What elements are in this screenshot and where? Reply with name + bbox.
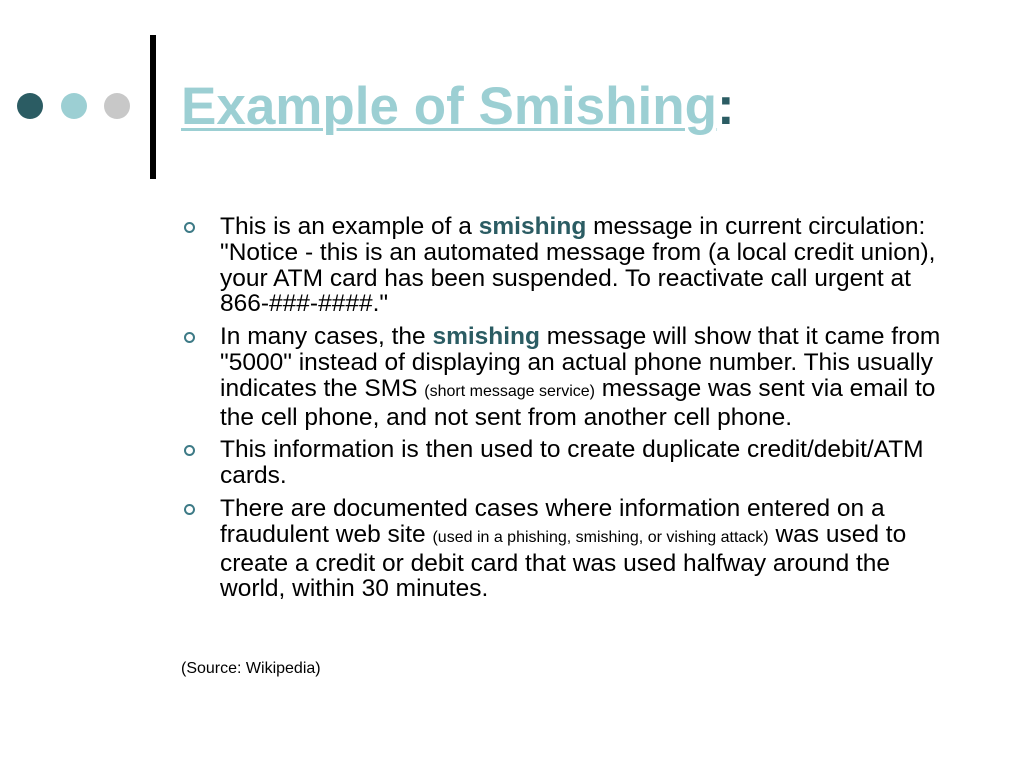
- bullet-text-post: message in current circulation: "Notice - this is an automated message from (a local credit union), your ATM card has been suspended. To reactivate call urgent at 866-###-####.": [220, 213, 936, 318]
- bullet-highlight: smishing: [432, 323, 540, 351]
- ring-bullet-icon: [184, 445, 195, 456]
- decor-dot-dark: [17, 93, 43, 119]
- bullet-text-small: (used in a phishing, smishing, or vishing attack): [432, 528, 769, 546]
- slide-title-colon: :: [717, 77, 735, 136]
- ring-bullet-icon: [184, 504, 195, 515]
- ring-bullet-icon: [184, 332, 195, 343]
- bullet-item: [184, 437, 954, 489]
- slide-title: [181, 74, 735, 140]
- slide-title-text: Example of Smishing: [181, 77, 718, 136]
- bullet-text-small: (short message service): [424, 382, 595, 400]
- title-divider-bar: [150, 35, 156, 179]
- decor-dot-gray: [104, 93, 130, 119]
- ring-bullet-icon: [184, 222, 195, 233]
- bullet-text: This information is then used to create duplicate credit/debit/ATM cards.: [220, 436, 924, 490]
- bullet-text-pre: This is an example of a: [220, 213, 479, 240]
- bullet-text-post2: message was sent via email to the cell phone, and not sent from another cell phone.: [220, 374, 936, 431]
- bullet-text-post: message will show that it came from "5000" instead of displaying an actual phone number. This usually indicates the SMS: [220, 323, 941, 402]
- bullet-highlight: smishing: [478, 213, 587, 240]
- bullet-text-post: was used to create a credit or debit card that was used halfway around the world, within 30 minutes.: [220, 520, 907, 603]
- bullet-text-pre: There are documented cases where information entered on a fraudulent web site: [220, 494, 885, 548]
- bullet-list: [184, 214, 954, 609]
- decor-dot-light: [61, 93, 87, 119]
- bullet-text-pre: In many cases, the: [220, 323, 433, 351]
- source-citation: (Source: Wikipedia): [181, 660, 321, 677]
- bullet-item: [184, 496, 954, 602]
- bullet-item: [184, 214, 954, 317]
- bullet-item: [184, 324, 954, 430]
